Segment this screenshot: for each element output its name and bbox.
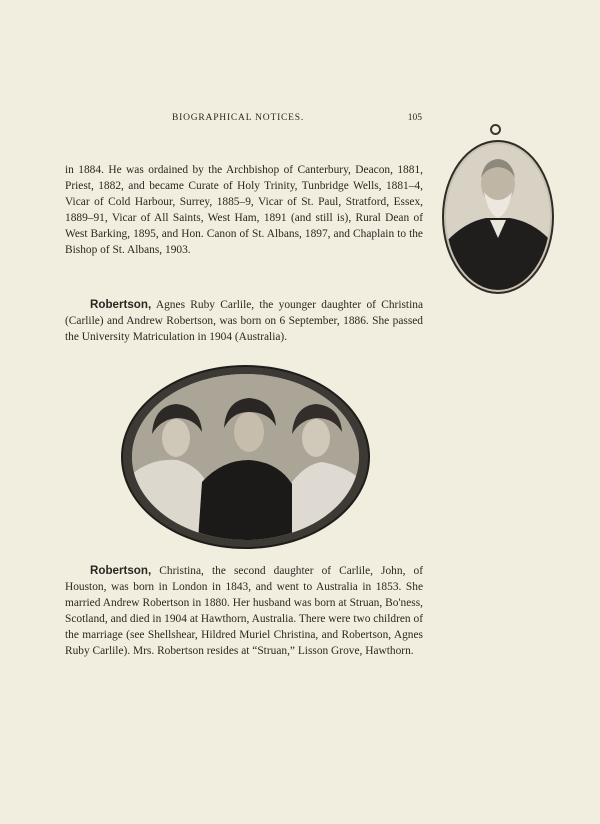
entry-text: Agnes Ruby Carlile, the younger daughter of Christina (Carlile) and Andrew Robertson, was born on 6 September, 1886. She passed the University Matriculation in 1904 (Australia). <box>65 299 423 344</box>
entry-text: Christina, the second daughter of Carlile, John, of Houston, was born in London in 1843, and went to Australia in 1853. She married Andrew Robertson in 1880. Her husband was born at Struan, Bo'ness, Scotland, and died in 1904 at Hawthorn, Australia. There were two children of the marriage (see Shellshear, Hildred Muriel Christina, and Robertson, Agnes Ruby Carlile). Mrs. Robertson resides at “Struan,” Lisson Grove, Hawthorn. <box>65 565 423 658</box>
portrait-clergyman <box>442 140 554 294</box>
portrait-clergyman-image <box>444 142 552 292</box>
entry-christina-robertson <box>65 563 423 660</box>
entry-name: Robertson, <box>90 564 152 577</box>
entry-text: in 1884. He was ordained by the Archbishop of Canterbury, Deacon, 1881, Priest, 1882, and became Curate of Holy Trinity, Tunbridge Wells, 1881–4, Vicar of Cold Harbour, Surrey, 1885–9, Vicar of St. Paul, Stratford, Essex, 1889–91, Vicar of All Saints, West Ham, 1891 (and still is), Rural Dean of West Barking, 1895, and Hon. Canon of St. Albans, 1897, and Chaplain to the Bishop of St. Albans, 1903. <box>65 164 423 257</box>
group-photo-three-women <box>132 374 359 540</box>
running-title: BIOGRAPHICAL NOTICES. <box>172 113 305 123</box>
page-number: 105 <box>407 113 422 123</box>
frame-hanging-ring <box>490 124 501 135</box>
entry-agnes-robertson <box>65 297 423 345</box>
entry-continuation <box>65 162 423 259</box>
entry-name: Robertson, <box>90 298 152 311</box>
group-photo-image <box>132 374 359 540</box>
